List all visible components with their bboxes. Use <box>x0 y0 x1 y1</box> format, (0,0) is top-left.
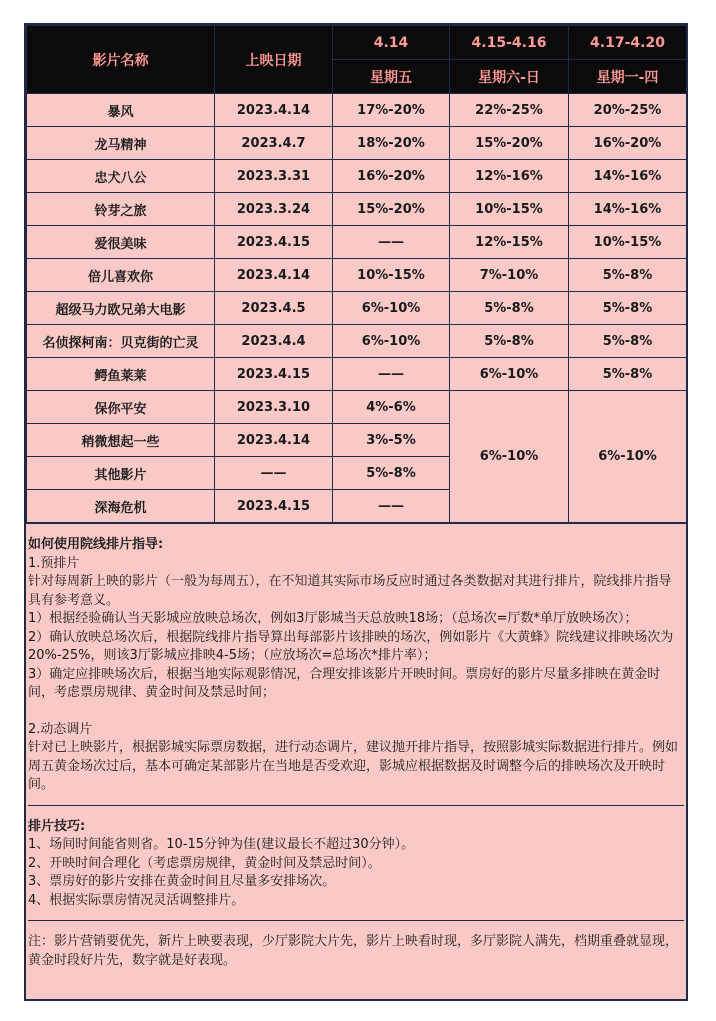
rate-p1: 4%-6% <box>333 391 450 424</box>
rate-p3: 5%-8% <box>569 259 687 292</box>
release-date: 2023.4.5 <box>215 292 333 325</box>
table-row <box>27 325 687 358</box>
rate-p3: 10%-15% <box>569 226 687 259</box>
table-row <box>27 193 687 226</box>
guide-section-title: 1.预排片 <box>28 555 80 571</box>
release-date: 2023.4.14 <box>215 424 333 457</box>
header-period-weekday: 星期五 <box>333 60 450 94</box>
release-date: 2023.3.31 <box>215 160 333 193</box>
rate-p2: 6%-10% <box>450 358 569 391</box>
table-row <box>27 127 687 160</box>
rate-p2: 10%-15% <box>450 193 569 226</box>
rate-p3: 14%-16% <box>569 160 687 193</box>
guide-step: 3）确定应排映场次后，根据当地实际观影情况，合理安排该影片开映时间。票房好的影片尽量多排映在黄金时间，考虑票房规律、黄金时间及禁忌时间； <box>28 666 661 700</box>
header-period-date: 4.15-4.16 <box>450 26 569 60</box>
release-date: 2023.3.24 <box>215 193 333 226</box>
guide-step: 1）根据经验确认当天影城应放映总场次，例如3厅影城当天总放映18场；（总场次=厅数*单厅放映场次）； <box>28 611 638 626</box>
rate-p1: —— <box>333 358 450 391</box>
release-date: 2023.3.10 <box>215 391 333 424</box>
guide-step: 2）确认放映总场次后，根据院线排片指导算出每部影片该排映的场次，例如影片《大黄蜂》院线建议排映场次为20%-25%，则该3厅影城应排映4-5场；（应放场次=总场次*排片率）； <box>28 629 674 663</box>
rate-p1: 5%-8% <box>333 457 450 490</box>
guide-title: 如何使用院线排片指导: <box>28 537 164 552</box>
spacer <box>28 703 684 721</box>
guide-paragraph: 针对每周新上映的影片（一般为每周五），在不知道其实际市场反应时通过各类数据对其进行排片，院线排片指导具有参考意义。 <box>28 574 672 608</box>
header-release-date: 上映日期 <box>215 26 333 94</box>
note-block <box>28 921 684 980</box>
tip-item: 3、票房好的影片安排在黄金时间且尽量多安排场次。 <box>28 874 336 889</box>
film-name: 深海危机 <box>27 490 215 523</box>
film-name: 其他影片 <box>27 457 215 490</box>
schedule-sheet <box>24 23 688 1001</box>
note-text: 注：影片营销要优先，新片上映要表现，少厅影院大片先，影片上映看时现，多厅影院人满先，档期重叠就显现，黄金时段好片先，数字就是好表现。 <box>28 934 679 968</box>
guide-block <box>28 524 684 806</box>
header-period-date: 4.14 <box>333 26 450 60</box>
guide-section-title: 2.动态调片 <box>28 721 93 737</box>
rate-p2: 22%-25% <box>450 94 569 127</box>
guide-paragraph: 针对已上映影片，根据影城实际票房数据，进行动态调片，建议抛开排片指导，按照影城实际数据进行排片。例如周五黄金场次过后，基本可确定某部影片在当地是否受欢迎，影城应根据数据及时调整今后的排映场次及开映时间。 <box>28 740 679 792</box>
rate-p3: 14%-16% <box>569 193 687 226</box>
rate-p1: —— <box>333 226 450 259</box>
rate-p3-merged: 6%-10% <box>569 391 687 523</box>
rate-p2: 5%-8% <box>450 292 569 325</box>
film-name: 龙马精神 <box>27 127 215 160</box>
rate-p3: 16%-20% <box>569 127 687 160</box>
tip-item: 2、开映时间合理化（考虑票房规律，黄金时间及禁忌时间）。 <box>28 855 381 871</box>
rate-p1: 15%-20% <box>333 193 450 226</box>
film-name: 倍儿喜欢你 <box>27 259 215 292</box>
film-name: 铃芽之旅 <box>27 193 215 226</box>
release-date: 2023.4.4 <box>215 325 333 358</box>
film-name: 爱很美味 <box>27 226 215 259</box>
table-row <box>27 160 687 193</box>
rate-p3: 5%-8% <box>569 325 687 358</box>
notes-section <box>26 523 686 980</box>
tips-block <box>28 806 684 922</box>
rate-p2: 5%-8% <box>450 325 569 358</box>
header-period-date: 4.17-4.20 <box>569 26 687 60</box>
release-date: 2023.4.15 <box>215 226 333 259</box>
release-date: 2023.4.15 <box>215 490 333 523</box>
header-period-weekday: 星期六-日 <box>450 60 569 94</box>
film-name: 稍微想起一些 <box>27 424 215 457</box>
film-name: 鳄鱼莱莱 <box>27 358 215 391</box>
rate-p2: 15%-20% <box>450 127 569 160</box>
rate-p3: 20%-25% <box>569 94 687 127</box>
rate-p2: 12%-16% <box>450 160 569 193</box>
tip-item: 1、场间时间能省则省。10-15分钟为佳(建议最长不超过30分钟）。 <box>28 837 415 852</box>
rate-p1: 18%-20% <box>333 127 450 160</box>
schedule-table <box>26 25 687 523</box>
rate-p3: 5%-8% <box>569 292 687 325</box>
tips-title: 排片技巧: <box>28 818 86 834</box>
header-film-name: 影片名称 <box>27 26 215 94</box>
rate-p1: 10%-15% <box>333 259 450 292</box>
release-date: 2023.4.14 <box>215 94 333 127</box>
release-date: 2023.4.15 <box>215 358 333 391</box>
rate-p1: 3%-5% <box>333 424 450 457</box>
table-row <box>27 358 687 391</box>
rate-p2-merged: 6%-10% <box>450 391 569 523</box>
rate-p2: 12%-15% <box>450 226 569 259</box>
release-date: —— <box>215 457 333 490</box>
header-period-weekday: 星期一-四 <box>569 60 687 94</box>
rate-p1: —— <box>333 490 450 523</box>
film-name: 暴风 <box>27 94 215 127</box>
table-row <box>27 226 687 259</box>
table-row <box>27 94 687 127</box>
rate-p1: 16%-20% <box>333 160 450 193</box>
rate-p2: 7%-10% <box>450 259 569 292</box>
film-name: 名侦探柯南：贝克街的亡灵 <box>27 325 215 358</box>
table-row <box>27 259 687 292</box>
release-date: 2023.4.7 <box>215 127 333 160</box>
film-name: 忠犬八公 <box>27 160 215 193</box>
release-date: 2023.4.14 <box>215 259 333 292</box>
rate-p1: 6%-10% <box>333 292 450 325</box>
film-name: 超级马力欧兄弟大电影 <box>27 292 215 325</box>
table-row <box>27 391 687 424</box>
tip-item: 4、根据实际票房情况灵活调整排片。 <box>28 892 245 908</box>
rate-p1: 17%-20% <box>333 94 450 127</box>
film-name: 保你平安 <box>27 391 215 424</box>
table-row <box>27 292 687 325</box>
rate-p1: 6%-10% <box>333 325 450 358</box>
rate-p3: 5%-8% <box>569 358 687 391</box>
